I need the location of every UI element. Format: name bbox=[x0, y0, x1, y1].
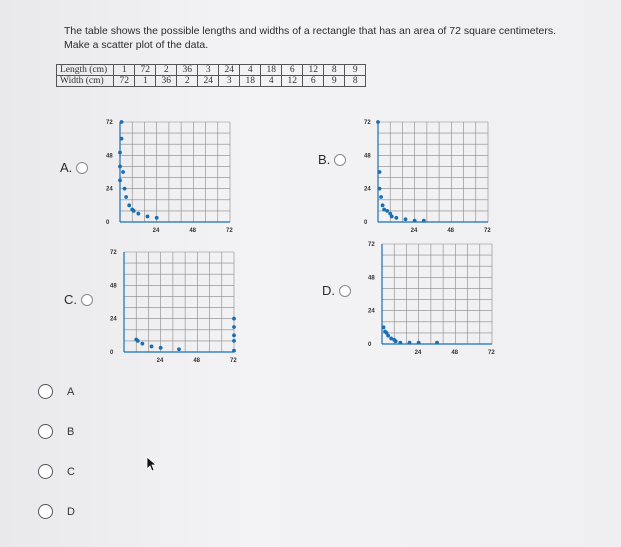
choice-b-radio[interactable] bbox=[334, 154, 346, 166]
table-cell: 72 bbox=[114, 76, 135, 87]
answer-b-radio[interactable] bbox=[38, 424, 53, 439]
y-tick-label: 24 bbox=[368, 308, 375, 315]
data-point bbox=[121, 170, 125, 174]
choice-a-radio[interactable] bbox=[76, 162, 88, 174]
answer-option-d[interactable] bbox=[38, 504, 75, 519]
table-cell: 36 bbox=[177, 65, 198, 76]
table-cell: 2 bbox=[156, 65, 177, 76]
table-cell: 6 bbox=[282, 65, 303, 76]
answer-option-a[interactable] bbox=[38, 384, 74, 399]
y-tick-label: 72 bbox=[110, 250, 117, 256]
x-tick-label: 48 bbox=[193, 358, 201, 364]
scatter-plot-c bbox=[104, 248, 244, 368]
data-point bbox=[140, 342, 144, 346]
data-table bbox=[56, 64, 366, 87]
x-tick-label: 24 bbox=[152, 228, 160, 234]
y-tick-label: 24 bbox=[106, 186, 113, 193]
table-cell: 8 bbox=[324, 65, 345, 76]
y-tick-label: 48 bbox=[106, 153, 113, 160]
x-tick-label: 48 bbox=[189, 228, 197, 234]
data-point bbox=[146, 215, 150, 219]
table-cell: 2 bbox=[177, 76, 198, 87]
table-cell: 18 bbox=[240, 76, 261, 87]
data-point bbox=[398, 341, 402, 345]
data-point bbox=[132, 209, 136, 213]
table-cell: 72 bbox=[135, 65, 156, 76]
data-point bbox=[404, 217, 408, 221]
data-point bbox=[413, 219, 417, 223]
graph-c bbox=[104, 248, 244, 368]
answer-option-c[interactable] bbox=[38, 464, 75, 479]
data-point bbox=[159, 346, 163, 350]
y-tick-label: 72 bbox=[364, 120, 371, 126]
choice-a-label[interactable] bbox=[60, 160, 88, 175]
table-cell: 36 bbox=[156, 76, 177, 87]
data-point bbox=[435, 341, 439, 345]
x-tick-label: 24 bbox=[410, 228, 418, 234]
data-point bbox=[232, 349, 236, 353]
data-point bbox=[118, 178, 122, 182]
table-cell: 9 bbox=[345, 65, 366, 76]
table-cell: 12 bbox=[303, 65, 324, 76]
choice-c-letter: C. bbox=[64, 292, 77, 307]
x-tick-label: 48 bbox=[447, 228, 455, 234]
table-cell: 24 bbox=[198, 76, 219, 87]
data-point bbox=[379, 195, 383, 199]
y-tick-label: 72 bbox=[368, 242, 375, 248]
data-point bbox=[417, 341, 421, 345]
table-cell: 6 bbox=[303, 76, 324, 87]
choice-b-label[interactable] bbox=[318, 152, 346, 167]
data-point bbox=[150, 345, 154, 349]
data-point bbox=[134, 338, 138, 342]
data-point bbox=[382, 325, 386, 329]
x-tick-label: 24 bbox=[414, 350, 422, 356]
data-point bbox=[394, 339, 398, 343]
data-point bbox=[376, 120, 380, 124]
table-cell: 4 bbox=[261, 76, 282, 87]
data-point bbox=[422, 219, 426, 223]
y-tick-label: 48 bbox=[110, 283, 117, 290]
data-point bbox=[118, 165, 122, 169]
data-point bbox=[136, 212, 140, 216]
table-cell: 18 bbox=[261, 65, 282, 76]
scatter-plot-d bbox=[362, 240, 502, 360]
data-point bbox=[177, 347, 181, 351]
x-tick-label: 72 bbox=[226, 228, 233, 234]
table-cell: 1 bbox=[135, 76, 156, 87]
y-tick-label: 48 bbox=[364, 153, 371, 160]
y-tick-label: 72 bbox=[106, 120, 113, 126]
y-tick-label: 0 bbox=[106, 220, 110, 226]
data-point bbox=[123, 187, 127, 191]
data-point bbox=[381, 203, 385, 207]
scatter-plot-a bbox=[100, 118, 240, 238]
data-point bbox=[385, 209, 389, 213]
x-tick-label: 72 bbox=[488, 350, 495, 356]
data-point bbox=[390, 215, 394, 219]
choice-c-radio[interactable] bbox=[81, 294, 93, 306]
table-cell: 12 bbox=[282, 76, 303, 87]
y-tick-label: 24 bbox=[110, 316, 117, 323]
data-point bbox=[118, 151, 122, 155]
table-cell: 3 bbox=[219, 76, 240, 87]
answer-a-radio[interactable] bbox=[38, 384, 53, 399]
table-row-header: Width (cm) bbox=[57, 76, 114, 87]
y-tick-label: 48 bbox=[368, 275, 375, 282]
data-point bbox=[378, 187, 382, 191]
data-point bbox=[394, 216, 398, 220]
choice-d-radio[interactable] bbox=[339, 285, 351, 297]
choice-a-letter: A. bbox=[60, 160, 73, 175]
mouse-cursor-icon bbox=[146, 456, 158, 472]
table-cell: 9 bbox=[324, 76, 345, 87]
graph-b bbox=[358, 118, 498, 238]
y-tick-label: 0 bbox=[110, 350, 114, 356]
data-point bbox=[232, 339, 236, 343]
data-point bbox=[232, 325, 236, 329]
data-point bbox=[232, 317, 236, 321]
data-point bbox=[127, 203, 131, 207]
data-point bbox=[386, 334, 390, 338]
x-tick-label: 72 bbox=[484, 228, 491, 234]
scatter-plot-b bbox=[358, 118, 498, 238]
table-cell: 24 bbox=[219, 65, 240, 76]
x-tick-label: 24 bbox=[156, 358, 164, 364]
table-row bbox=[57, 65, 366, 76]
table-cell: 4 bbox=[240, 65, 261, 76]
data-point bbox=[120, 137, 124, 141]
data-point bbox=[155, 216, 159, 220]
answer-b-label: B bbox=[67, 425, 75, 438]
data-point bbox=[232, 333, 236, 337]
choice-b-letter: B. bbox=[318, 152, 331, 167]
y-tick-label: 0 bbox=[364, 220, 368, 226]
y-tick-label: 24 bbox=[364, 186, 371, 193]
table-row bbox=[57, 76, 366, 87]
data-point bbox=[120, 120, 124, 124]
y-tick-label: 0 bbox=[368, 342, 372, 348]
x-tick-label: 72 bbox=[230, 358, 237, 364]
choice-c-label[interactable] bbox=[64, 292, 93, 307]
data-point bbox=[408, 341, 412, 345]
table-row-header: Length (cm) bbox=[57, 65, 114, 76]
answer-option-b[interactable] bbox=[38, 424, 74, 439]
table-cell: 3 bbox=[198, 65, 219, 76]
answer-c-radio[interactable] bbox=[38, 464, 53, 479]
question-text: The table shows the possible lengths and widths of a rectangle that has an area of 72 square centimeters. Make a scatter plot of the data. bbox=[64, 25, 557, 51]
answer-d-radio[interactable] bbox=[38, 504, 53, 519]
choice-d-letter: D. bbox=[322, 283, 335, 298]
answer-a-label: A bbox=[67, 385, 75, 398]
answer-d-label: D bbox=[67, 505, 75, 518]
answer-c-label: C bbox=[67, 465, 75, 478]
graph-a bbox=[100, 118, 240, 238]
graph-d bbox=[362, 240, 502, 360]
table-cell: 1 bbox=[114, 65, 135, 76]
data-point bbox=[124, 195, 128, 199]
x-tick-label: 48 bbox=[451, 350, 459, 356]
data-point bbox=[378, 170, 382, 174]
table-cell: 8 bbox=[345, 76, 366, 87]
choice-d-label[interactable] bbox=[322, 283, 351, 298]
